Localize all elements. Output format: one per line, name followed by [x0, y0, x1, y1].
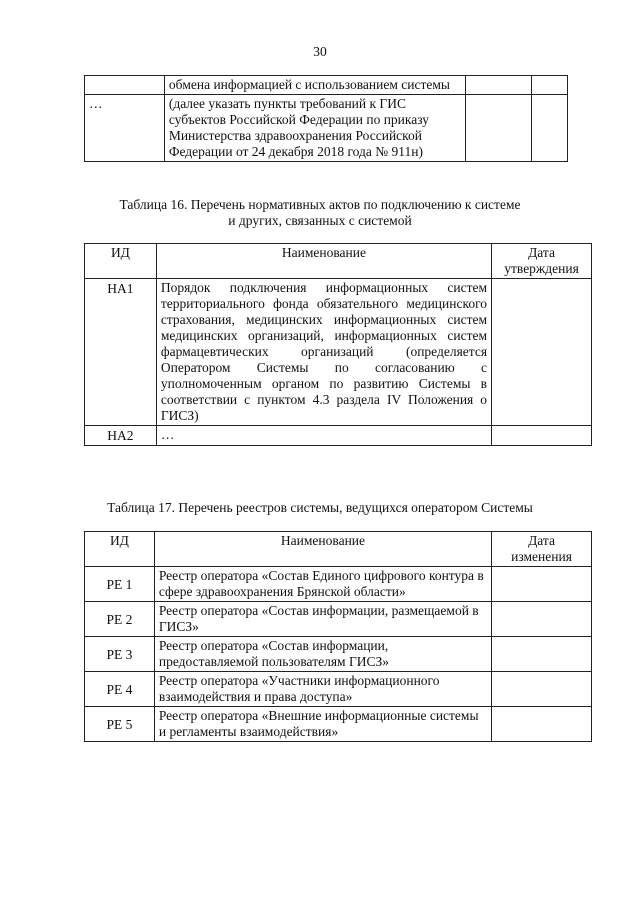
table17	[84, 531, 592, 742]
row-text: обмена информацией с использованием системы	[164, 76, 465, 95]
header-date-line: Дата	[528, 533, 555, 548]
table-row	[85, 95, 568, 162]
row-id: РЕ 1	[85, 567, 155, 602]
header-name: Наименование	[154, 532, 491, 567]
table-row	[85, 602, 592, 637]
caption-line: и других, связанных с системой	[228, 213, 412, 228]
table-row	[85, 567, 592, 602]
table-row	[85, 279, 592, 426]
table17-caption: Таблица 17. Перечень реестров системы, ведущихся оператором Системы	[107, 500, 533, 515]
empty-cell	[532, 95, 568, 162]
header-date-line: изменения	[511, 549, 572, 564]
header-date	[492, 244, 592, 279]
row-id: НА2	[85, 426, 157, 446]
table-header-row	[85, 532, 592, 567]
row-date	[492, 672, 592, 707]
table-header-row	[85, 244, 592, 279]
row-name: Реестр оператора «Состав Единого цифрового контура в сфере здравоохранения Брянской области»	[154, 567, 491, 602]
row-id: НА1	[85, 279, 157, 426]
row-text: (далее указать пункты требований к ГИС субъектов Российской Федерации по приказу Министерства здравоохранения Российской Федерации от 24 декабря 2018 года № 911н)	[164, 95, 465, 162]
row-date	[492, 279, 592, 426]
row-id: РЕ 4	[85, 672, 155, 707]
row-date	[492, 567, 592, 602]
table16	[84, 243, 592, 446]
empty-cell	[532, 76, 568, 95]
table-row	[85, 672, 592, 707]
row-id: РЕ 2	[85, 602, 155, 637]
header-date	[492, 532, 592, 567]
row-id	[85, 76, 165, 95]
caption-line: Таблица 16. Перечень нормативных актов по подключению к системе	[119, 197, 521, 212]
table-row	[85, 76, 568, 95]
table-row	[85, 426, 592, 446]
header-id: ИД	[85, 532, 155, 567]
row-date	[492, 637, 592, 672]
row-id: РЕ 3	[85, 637, 155, 672]
page-number: 30	[313, 44, 327, 59]
row-name: Порядок подключения информационных систем территориального фонда обязательного медицинского страхования, медицинских информационных систем медицинских организаций, информационных систем фармацевтических организаций (определяется Оператором Системы по согласованию с уполномоченным органом по развитию Системы в соответствии с пунктом 4.3 раздела IV Положения о ГИСЗ)	[156, 279, 491, 426]
row-date	[492, 426, 592, 446]
row-date	[492, 707, 592, 742]
row-name: Реестр оператора «Внешние информационные системы и регламенты взаимодействия»	[154, 707, 491, 742]
row-id: РЕ 5	[85, 707, 155, 742]
continuation-table	[84, 75, 568, 162]
row-date	[492, 602, 592, 637]
header-id: ИД	[85, 244, 157, 279]
empty-cell	[466, 76, 532, 95]
header-date-line: Дата	[528, 245, 555, 260]
row-name: Реестр оператора «Состав информации, предоставляемой пользователям ГИСЗ»	[154, 637, 491, 672]
row-id: …	[85, 95, 165, 162]
table-row	[85, 637, 592, 672]
header-name: Наименование	[156, 244, 491, 279]
row-name: Реестр оператора «Состав информации, размещаемой в ГИСЗ»	[154, 602, 491, 637]
header-date-line: утверждения	[504, 261, 579, 276]
table16-caption	[0, 197, 640, 229]
table-row	[85, 707, 592, 742]
row-name: Реестр оператора «Участники информационного взаимодействия и права доступа»	[154, 672, 491, 707]
row-name: …	[156, 426, 491, 446]
empty-cell	[466, 95, 532, 162]
